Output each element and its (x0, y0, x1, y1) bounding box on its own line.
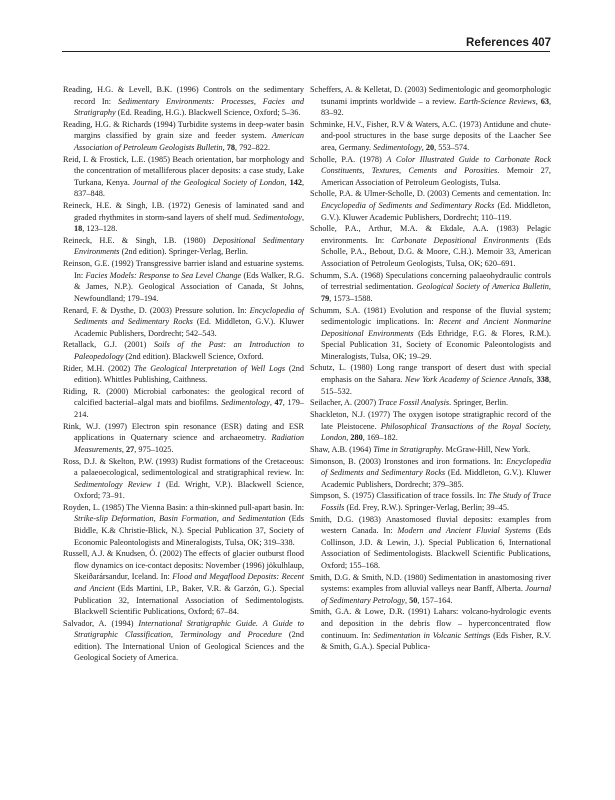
reference-title-run: Journal of the Geological Society of London (132, 177, 285, 187)
reference-text-run: (Ed. Middleton, G.V.). Kluwer Academic Publishers, Dordrecht; 379–385. (321, 468, 551, 489)
reference-text-run: Seilacher, A. (2007) (310, 398, 379, 408)
reference-text-run: , (269, 398, 275, 408)
reference-title-run: Encyclopedia of Sediments and Sedimentary Rocks (321, 201, 495, 211)
reference-text-run: Russell, A.J. & Knudsen, Ó. (2002) The effects of glacier outburst flood flow dynamics on ice-contact deposits: November (1996) jökulhlaup, Skeiðarársandur, Iceland. In: (63, 549, 304, 582)
reference-text-run: (Eds Collinson, J.D. & Lewin, J.). Special Publication 6, International Association of Sedimentologists. Blackwell Scientific Publications, Oxford; 155–168. (321, 526, 551, 570)
reference-title-run: Sedimentation in Volcanic Settings (373, 630, 491, 640)
references-left-column (63, 84, 304, 664)
reference-text-run: (Eds Scholle, P.A., Bebout, D.G. & Moore, C.H.). Memoir 33, American Association of Petroleum Geologists, Tulsa, OK; 620–691. (321, 235, 552, 268)
reference-title-run: Facies Models: Response to Sea Level Change (85, 270, 242, 280)
reference-entry (310, 188, 551, 223)
reference-title-run: Time in Stratigraphy (373, 444, 442, 454)
reference-text-run: , (535, 96, 541, 106)
reference-volume-run: 78 (226, 142, 236, 152)
reference-text-run: Scheffers, A. & Kelletat, D. (2003) Sedimentologic and geomorphologic tsunami imprints worldwide – a review. (310, 85, 551, 106)
reference-text-run: Reid, I. & Frostick, L.E. (1985) Beach orientation, bar morphology and the concentration of metalliferous placer deposits: a case study, Lake Turkana, Kenya. (63, 154, 304, 187)
reference-entry (310, 444, 551, 456)
reference-text-run: Reineck, H.E. & Singh, I.B. (1980) (63, 235, 213, 245)
reference-text-run: Simonson, B. (2003) Ironstones and iron formations. In: (310, 456, 507, 466)
reference-entry (63, 235, 304, 258)
reference-text-run: Renard, F. & Dysthe, D. (2003) Pressure solution. In: (63, 305, 250, 315)
reference-title-run: Strike-slip Deformation, Basin Formation, and Sedimentation (74, 514, 286, 524)
reference-text-run: (Eds Martini, I.P., Baker, V.R. & Garzón, G.). Special Publication 32, International Association of Sedimentologists. Blackwell Scientific Publications, Oxford; 67–84. (74, 583, 304, 617)
reference-title-run: Sedimentology Review 1 (74, 479, 161, 489)
reference-title-run: Encyclopedia of Sediments and Sedimentary Rocks (74, 305, 304, 327)
reference-text-run: Shackleton, N.J. (1977) The oxygen isotope stratigraphic record of the late Pleistocene. (310, 410, 551, 431)
reference-text-run: Simpson, S. (1975) Classification of trace fossils. In: (310, 491, 489, 501)
reference-text-run: , 1573–1588. (329, 293, 373, 303)
reference-entry (63, 618, 304, 664)
reference-text-run: , 792–822. (235, 142, 271, 152)
reference-text-run: , (405, 595, 410, 605)
reference-text-run: Riding, R. (2000) Microbial carbonates: the geological record of calcified bacterial–algal mats and biofilms. (63, 386, 304, 408)
reference-text-run: Smith, D.G. & Smith, N.D. (1980) Sedimentation in anastomosing river systems: examples from alluvial valleys near Banff, Alberta. (310, 572, 551, 594)
reference-entry (63, 154, 304, 200)
reference-text-run: , 515–532. (321, 374, 552, 396)
reference-volume-run: 79 (321, 293, 330, 303)
reference-volume-run: 63 (540, 96, 549, 106)
reference-entry (310, 305, 551, 363)
reference-text-run: , (346, 433, 351, 443)
reference-entry (63, 200, 304, 235)
reference-text-run: , (531, 374, 537, 384)
reference-volume-run: 50 (409, 595, 418, 605)
reference-text-run: , 837–848. (74, 177, 304, 199)
reference-volume-run: 338 (536, 374, 549, 384)
reference-text-run: Smith, G.A. & Lowe, D.R. (1991) Lahars: volcano-hydrologic events and deposition in the debris flow – hyperconcentrated flow continuum. In: (310, 607, 551, 640)
reference-text-run: , (222, 142, 227, 152)
reference-text-run: Reineck, H.E. & Singh, I.B. (1972) Genesis of laminated sand and graded rhythmites in storm-sand layers of shelf mud. (63, 201, 304, 222)
reference-entry (63, 421, 304, 456)
running-head-section-title: References (465, 37, 529, 49)
reference-text-run: Scholle, P.A. & Ulmer-Scholle, D. (2003) Cements and cementation. In: (310, 189, 551, 199)
reference-text-run: Royden, L. (1985) The Vienna Basin: a thin-skinned pull-apart basin. In: (63, 502, 304, 512)
reference-title-run: American Association of Petroleum Geologists Bulletin (74, 131, 304, 152)
reference-text-run: , (421, 142, 426, 152)
reference-text-run: Reading, H.G. & Levell, B.K. (1996) Controls on the sedimentary record In: (63, 85, 304, 106)
reference-entry (63, 258, 304, 304)
reference-title-run: Depositional Sedimentary Environments (74, 235, 304, 257)
reference-title-run: Earth-Science Reviews (459, 96, 536, 106)
reference-text-run: (Ed. Wright, V.P.). Blackwell Science, Oxford; 73–91. (74, 479, 304, 501)
reference-text-run: (Ed. Middleton, G.V.). Kluwer Academic Publishers, Dordrecht; 110–119. (321, 201, 551, 222)
reference-text-run: Scholle, P.A. (1978) (310, 154, 387, 164)
header-rule (62, 51, 550, 52)
reference-title-run: Sedimentology (253, 212, 302, 222)
reference-text-run: (2nd edition). Springer-Verlag, Berlin. (119, 247, 248, 257)
reference-title-run: Recent and Ancient Nonmarine Depositional Environments (321, 317, 551, 338)
reference-entry (63, 502, 304, 548)
reference-text-run: Ross, D.J. & Skelton, P.W. (1993) Rudist formations of the Cretaceous: a palaeoecological, sedimentological and stratigraphical review. In: (63, 456, 304, 478)
reference-text-run: , (301, 212, 304, 222)
reference-title-run: Radiation Measurements (74, 433, 304, 454)
reference-text-run: Retallack, G.J. (2001) (63, 340, 154, 350)
reference-text-run: Rider, M.H. (2002) (63, 363, 134, 373)
reference-title-run: The Geological Interpretation of Well Logs (134, 363, 286, 373)
reference-title-run: Sedimentology (221, 398, 270, 408)
reference-text-run: (Eds Fisher, R.V. & Smith, G.A.). Special Publica- (321, 630, 551, 652)
reference-volume-run: 47 (274, 398, 283, 408)
reference-title-run: Trace Fossil Analysis (378, 398, 450, 408)
reference-entry (310, 409, 551, 444)
reference-entry (63, 386, 304, 421)
reference-text-run: . Memoir 27, American Association of Petroleum Geologists, Tulsa. (321, 166, 551, 187)
reference-entry (310, 84, 551, 119)
reference-volume-run: 280 (350, 433, 363, 443)
reference-text-run: Reinson, G.E. (1992) Transgressive barrier island and estuarine systems. In: (63, 259, 304, 280)
reference-entry (63, 456, 304, 502)
reference-text-run: , 157–164. (417, 595, 453, 605)
reference-title-run: International Stratigraphic Guide. A Guide to Stratigraphic Classification, Terminology and Procedure (74, 618, 304, 640)
reference-entry (63, 363, 304, 386)
reference-volume-run: 18 (74, 224, 83, 234)
reference-title-run: Soils of the Past: an Introduction to Paleopedology (74, 340, 304, 361)
reference-title-run: Carbonate Depositional Environments (391, 235, 529, 245)
reference-entry (310, 154, 551, 189)
reference-entry (63, 84, 304, 119)
reference-title-run: Sedimentary Environments: Processes, Facies and Stratigraphy (74, 96, 304, 118)
reference-title-run: Flood and Megaflood Deposits: Recent and Ancient (74, 572, 305, 593)
reference-text-run: , 553–574. (434, 142, 470, 152)
reference-text-run: Reading, H.G. & Richards (1994) Turbidite systems in deep-water basin margins classified by grain size and feeder system. (63, 119, 304, 141)
reference-title-run: Encyclopedia of Sediments and Sedimentary Rocks (321, 456, 551, 478)
reference-text-run: Smith, D.G. (1983) Anastomosed fluvial deposits: examples from western Canada. In: (310, 514, 551, 536)
reference-entry (310, 490, 551, 513)
reference-entry (310, 606, 551, 652)
reference-entry (310, 572, 551, 607)
reference-entry (63, 305, 304, 340)
reference-text-run: , (284, 177, 290, 187)
reference-text-run: (Ed. Middleton, G.V.). Kluwer Academic Publishers, Dordrecht; 542–543. (74, 317, 304, 338)
reference-volume-run: 27 (125, 444, 135, 454)
reference-text-run: , (548, 282, 551, 292)
reference-text-run: Schminke, H.V., Fisher, R.V & Waters, A.C. (1973) Antidune and chute-and-pool structures in the base surge deposits of the Laacher See area, Germany. (310, 119, 551, 152)
reference-volume-run: 142 (289, 177, 302, 187)
reference-entry (63, 339, 304, 362)
reference-title-run: Sedimentology (373, 142, 422, 152)
reference-title-run: New York Academy of Science Annals (404, 374, 532, 384)
reference-text-run: (2nd edition). Whittles Publishing, Caithness. (74, 363, 305, 385)
reference-title-run: Modern and Ancient Fluvial Systems (397, 526, 531, 536)
reference-text-run: Schumm, S.A. (1968) Speculations concerning palaeohydraulic controls of terrestrial sedimentation. (310, 270, 551, 292)
reference-text-run: (2nd edition). The International Union of Geological Sciences and the Geological Society of America. (74, 630, 304, 663)
reference-text-run: , 83–92. (321, 96, 552, 118)
reference-text-run: (2nd edition). Blackwell Science, Oxford. (123, 351, 264, 361)
reference-text-run: Schumm, S.A. (1981) Evolution and response of the fluvial system; sedimentologic implications. In: (310, 305, 551, 327)
references-right-column (310, 84, 551, 653)
reference-entry (310, 397, 551, 409)
reference-title-run: Geological Society of America Bulletin (416, 282, 549, 292)
reference-title-run: The Study of Trace Fossils (321, 491, 552, 512)
reference-text-run: (Eds Ethridge, F.G. & Flores, R.M.). Special Publication 31, Society of Economic Paleontologists and Mineralogists, Tulsa, OK; 19–29. (321, 328, 551, 361)
reference-text-run: Schutz, L. (1980) Long range transport of desert dust with special emphasis on the Sahara. (310, 363, 551, 384)
reference-text-run: Scholle, P.A., Arthur, M.A. & Ekdale, A.A. (1983) Pelagic environments. In: (310, 224, 551, 245)
reference-text-run: Shaw, A.B. (1964) (310, 444, 374, 454)
reference-text-run: (Ed. Reading, H.G.). Blackwell Science, Oxford; 5–36. (115, 108, 301, 118)
page-number: 407 (531, 37, 551, 49)
reference-volume-run: 20 (425, 142, 435, 152)
reference-text-run: Salvador, A. (1994) (63, 618, 139, 628)
reference-title-run: A Color Illustrated Guide to Carbonate Rock Constituents, Textures, Cements and Porosities (321, 154, 551, 176)
reference-entry (310, 456, 551, 491)
reference-text-run: , 975–1025. (134, 444, 174, 454)
reference-text-run: (Ed. Frey, R.W.). Springer-Verlag, Berlin; 39–45. (344, 502, 510, 512)
reference-text-run: , 123–128. (82, 224, 118, 234)
reference-text-run: , (121, 444, 126, 454)
reference-entry (310, 362, 551, 397)
reference-title-run: Philosophical Transactions of the Royal Society, London (321, 421, 551, 443)
reference-entry (310, 119, 551, 154)
reference-entry (310, 223, 551, 269)
reference-entry (63, 119, 304, 154)
reference-text-run: , 169–182. (362, 433, 398, 443)
reference-entry (63, 548, 304, 617)
reference-text-run: (Eds Walker, R.G. & James, N.P.). Geological Association of Canada, St Johns, Newfoundland; 179–194. (74, 270, 305, 303)
reference-title-run: Journal of Sedimentary Petrology (321, 584, 551, 605)
reference-text-run: , 179–214. (74, 398, 305, 419)
reference-text-run: Rink, W.J. (1997) Electron spin resonance (ESR) dating and ESR applications in Quaternary science and archaeometry. (63, 421, 304, 443)
reference-entry (310, 270, 551, 305)
reference-text-run: . Springer, Berlin. (449, 398, 509, 408)
reference-text-run: (Eds Biddle, K.& Christie-Blick, N.). Special Publication 37, Society of Economic Paleontologists and Mineralogists, Tulsa, OK; 319–338. (74, 514, 304, 547)
reference-entry (310, 514, 551, 572)
reference-text-run: . McGraw-Hill, New York. (441, 444, 531, 454)
